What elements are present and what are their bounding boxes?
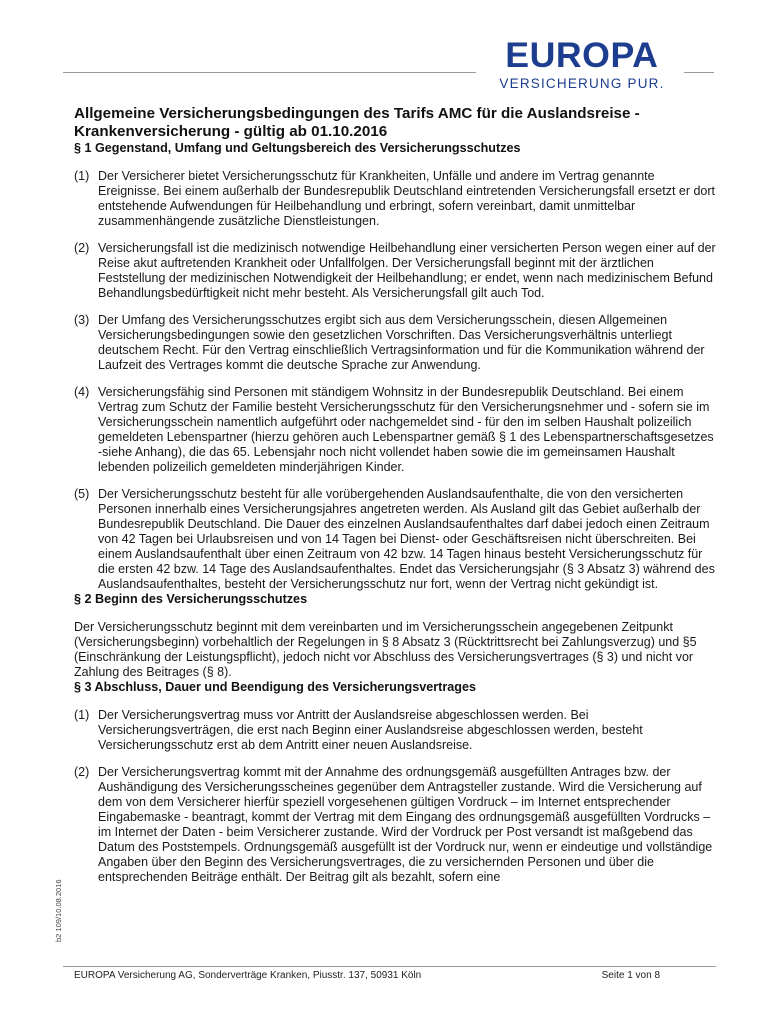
logo-brand: EUROPA: [505, 36, 659, 75]
section-1-heading: § 1 Gegenstand, Umfang und Geltungsbereich des Versicherungsschutzes: [74, 141, 521, 155]
document-title: Allgemeine Versicherungsbedingungen des Tarifs AMC für die Auslandsreise - Krankenversicherung - gültig ab 01.10.2016: [74, 105, 640, 140]
item-text: Der Versicherungsvertrag muss vor Antritt der Auslandsreise abgeschlossen werden. Bei Versicherungsverträgen, die erst nach Beginn einer Auslandsreise abgeschlossen werden, besteht Versicherungsschutz erst ab dem Antritt einer neuen Auslandsreise.: [98, 708, 643, 752]
footer-address: EUROPA Versicherung AG, Sonderverträge Kranken, Piusstr. 137, 50931 Köln: [74, 970, 422, 981]
header-rule-left: [63, 72, 476, 73]
page-footer: [74, 970, 660, 982]
footer-rule: [63, 966, 716, 967]
header-rule-right: [684, 72, 714, 73]
logo-tagline: VERSICHERUNG PUR.: [499, 76, 665, 91]
document-body: [74, 105, 719, 885]
section-3-heading: § 3 Abschluss, Dauer und Beendigung des Versicherungsvertrages: [74, 680, 476, 694]
document-code: b2 109/10.08.2016: [54, 879, 63, 942]
section-2-heading: § 2 Beginn des Versicherungsschutzes: [74, 592, 308, 606]
section-1-item-1: [74, 169, 719, 229]
item-number: (3): [74, 313, 90, 327]
item-number: (2): [74, 241, 90, 255]
item-text: Der Versicherungsschutz besteht für alle vorübergehenden Auslandsaufenthalte, die von den versicherten Personen innerhalb eines Versicherungsjahres angetreten werden. Als Ausland gilt das Gebiet außerhalb der Bundesrepublik Deutschland. Die Dauer des einzelnen Auslandsaufenthaltes darf dabei jedoch einen Zeitraum von 42 Tagen bei Urlaubsreisen und von 14 Tagen bei Dienst- oder Geschäftsreisen nicht überschreiten. Bei einem Auslandsaufenthalt über einen Zeitraum von 42 bzw. 14 Tagen hinaus besteht Versicherungsschutz für die ersten 42 bzw. 14 Tage des Auslandsaufenthaltes. Endet das Versicherungsjahr (§ 3 Absatz 3) während des Auslandsaufenthaltes, besteht der Versicherungsschutz nur fort, wenn der Vertrag nicht gekündigt ist.: [98, 487, 715, 591]
section-3-item-1: [74, 708, 719, 753]
item-number: (2): [74, 765, 90, 779]
section-1-item-2: [74, 241, 719, 301]
section-2-paragraph: Der Versicherungsschutz beginnt mit dem vereinbarten und im Versicherungsschein angegebenen Zeitpunkt (Versicherungsbeginn) vorbehaltlich der Regelungen in § 8 Absatz 3 (Rücktrittsrecht bei Zahlungsverzug) und §5 (Einschränkung der Leistungspflicht), jedoch nicht vor Abschluss des Versicherungsvertrages (§ 3) und nicht vor Zahlung des Beitrages (§ 8).: [74, 620, 697, 679]
item-text: Der Versicherungsvertrag kommt mit der Annahme des ordnungsgemäß ausgefüllten Antrages bzw. der Aushändigung des Versicherungsscheines gegenüber dem Antragsteller zustande. Wird die Versicherung auf dem von dem Versicherer hierfür speziell vorgesehenen gültigen Vordruck – im Internet entsprechender Eingabemaske - beantragt, kommt der Vertrag mit dem Eingang des ordnungsgemäß ausgefüllten Vordrucks – im Internet der Daten - beim Versicherer zustande. Wird der Vordruck per Post versandt ist maßgebend das Datum des Poststempels. Ordnungsgemäß ausgefüllt ist der Vordruck nur, wenn er eindeutige und vollständige Angaben über den Beginn des Versicherungsvertrages, die zu versichernden Personen und über die entsprechenden Beiträge enthält. Der Beitrag gilt als bezahlt, sofern eine: [98, 765, 713, 884]
item-text: Versicherungsfähig sind Personen mit ständigem Wohnsitz in der Bundesrepublik Deutschland. Bei einem Vertrag zum Schutz der Familie besteht Versicherungsschutz für den Versicherungsnehmer und - sofern sie im Versicherungsschein namentlich aufgeführt oder nachgemeldet sind - für den im selben Haushalt polizeilich gemeldeten Lebenspartner (hierzu gehören auch Lebenspartner gemäß § 1 des Lebenspartnerschaftsgesetzes -siehe Anhang), die das 65. Lebensjahr noch nicht vollendet haben sowie die im gemeinsamen Haushalt lebenden polizeilich gemeldeten minderjährigen Kinder.: [98, 385, 714, 474]
item-number: (4): [74, 385, 90, 399]
item-number: (1): [74, 169, 90, 183]
section-3-item-2: [74, 765, 719, 885]
section-1-item-4: [74, 385, 719, 475]
section-1-item-3: [74, 313, 719, 373]
item-text: Der Versicherer bietet Versicherungsschutz für Krankheiten, Unfälle und andere im Vertrag genannte Ereignisse. Bei einem außerhalb der Bundesrepublik Deutschland eintretenden Versicherungsfall ersetzt er dort entstehende Aufwendungen für Heilbehandlung und erbringt, sofern vereinbart, damit unmittelbar zusammenhängende zusätzliche Dienstleistungen.: [98, 169, 716, 228]
page-number: Seite 1 von 8: [601, 970, 660, 981]
item-number: (5): [74, 487, 90, 501]
item-text: Versicherungsfall ist die medizinisch notwendige Heilbehandlung einer versicherten Person wegen einer auf der Reise akut auftretenden Krankheit oder Unfallfolgen. Der Versicherungsfall beginnt mit der ärztlichen Feststellung der medizinischen Notwendigkeit der Heilbehandlung; er endet, wenn nach medizinischem Befund Behandlungsbedürftigkeit nicht mehr besteht. Als Versicherungsfall gilt auch Tod.: [98, 241, 716, 300]
europa-logo: [488, 38, 678, 98]
section-1-item-5: [74, 487, 719, 592]
item-text: Der Umfang des Versicherungsschutzes ergibt sich aus dem Versicherungsschein, diesen Allgemeinen Versicherungsbedingungen sowie den gesetzlichen Vorschriften. Das Versicherungsverhältnis unterliegt deutschem Recht. Für den Vertrag einschließlich Vertragsinformation und für die Kommunikation während der Laufzeit des Vertrages kommt die deutsche Sprache zur Anwendung.: [98, 313, 705, 372]
item-number: (1): [74, 708, 90, 722]
